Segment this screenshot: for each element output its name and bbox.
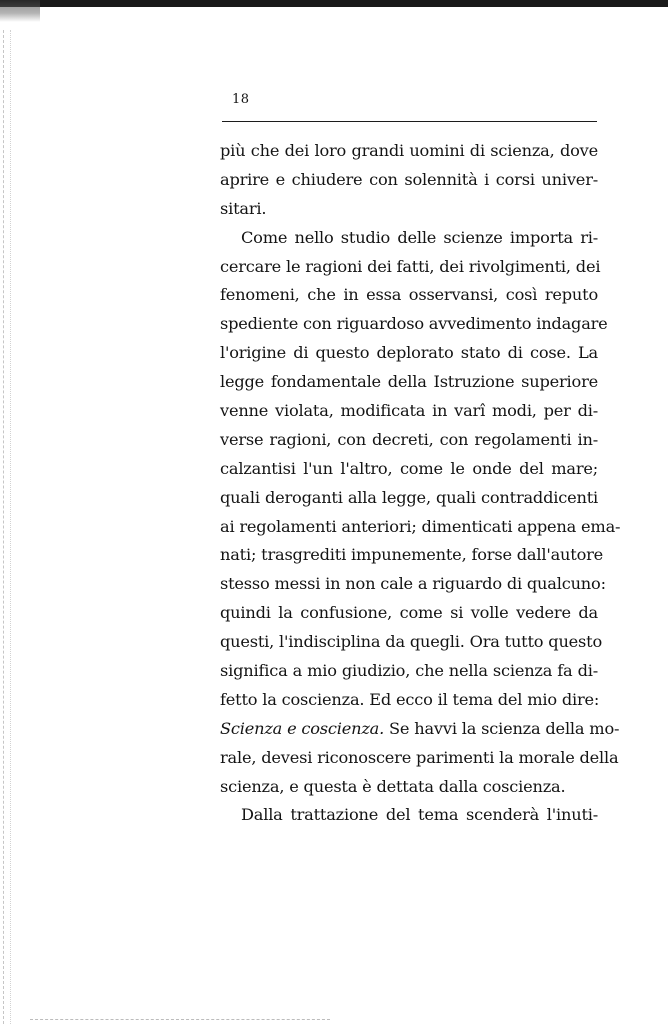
text-line-rest: Se havvi la scienza della mo- bbox=[384, 718, 620, 738]
text-line: ai regolamenti anteriori; dimenticati appena ema- bbox=[220, 516, 621, 536]
text-line: verse ragioni, con decreti, con regolamenti in- bbox=[220, 429, 598, 449]
page-number: 18 bbox=[232, 92, 250, 107]
italic-phrase: Scienza e coscienza. bbox=[220, 718, 385, 738]
text-line: scienza, e questa è dettata dalla coscienza. bbox=[220, 776, 566, 796]
text-line: fenomeni, che in essa osservansi, così reputo bbox=[220, 285, 598, 305]
scan-bottom-edge bbox=[30, 1019, 330, 1020]
text-line bbox=[220, 715, 620, 744]
text-line: fetto la coscienza. Ed ecco il tema del mio dire: bbox=[220, 689, 600, 709]
text-line: Dalla trattazione del tema scenderà l'inuti- bbox=[241, 805, 598, 825]
text-line: nati; trasgrediti impunemente, forse dall'autore bbox=[220, 545, 604, 565]
text-line: questi, l'indisciplina da quegli. Ora tutto questo bbox=[220, 632, 603, 652]
text-line: spediente con riguardoso avvedimento indagare bbox=[220, 314, 608, 334]
text-line: rale, devesi riconoscere parimenti la morale della bbox=[220, 747, 619, 767]
text-line: sitari. bbox=[220, 198, 267, 218]
text-line: stesso messi in non cale a riguardo di qualcuno: bbox=[220, 574, 606, 594]
text-line: quindi la confusione, come si volle vedere da bbox=[220, 603, 598, 623]
text-line: legge fondamentale della Istruzione superiore bbox=[220, 372, 598, 392]
scan-corner-smudge bbox=[0, 0, 40, 22]
text-line: venne violata, modificata in varî modi, per di- bbox=[220, 401, 598, 421]
text-line: calzantisi l'un l'altro, come le onde del mare; bbox=[220, 458, 598, 478]
text-line: significa a mio giudizio, che nella scienza fa di- bbox=[220, 661, 598, 681]
body-text bbox=[220, 137, 621, 830]
text-line: l'origine di questo deplorato stato di cose. La bbox=[220, 343, 598, 363]
text-line: aprire e chiudere con solennità i corsi univer- bbox=[220, 169, 598, 189]
scan-top-edge bbox=[0, 0, 668, 7]
text-line: quali deroganti alla legge, quali contraddicenti bbox=[220, 487, 598, 507]
scan-left-margin bbox=[3, 30, 18, 1024]
text-line: più che dei loro grandi uomini di scienza, dove bbox=[220, 141, 598, 160]
text-line: cercare le ragioni dei fatti, dei rivolgimenti, dei bbox=[220, 256, 601, 276]
header-rule bbox=[222, 121, 597, 122]
text-line: Come nello studio delle scienze importa ri- bbox=[241, 227, 598, 247]
